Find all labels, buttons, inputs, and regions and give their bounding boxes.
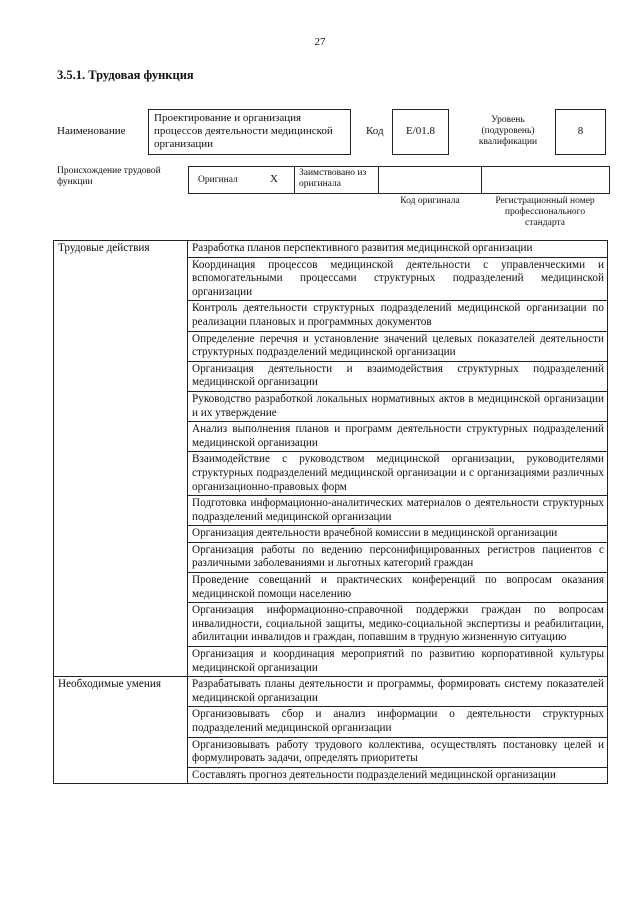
skill-item: Разрабатывать планы деятельности и программы, формировать систему показателей медицинской организации [188,677,608,707]
table-row [54,241,608,258]
origin-label: Происхождение трудовой функции [57,166,161,187]
name-value: Проектирование и организация процессов деятельности медицинской организации [154,112,333,150]
labor-action-item: Проведение совещаний и практических конференций по вопросам оказания медицинской помощи населению [188,573,608,603]
labor-action-item: Разработка планов перспективного развития медицинской организации [188,241,608,258]
origin-boxes [188,166,610,194]
code-original-caption: Код оригинала [400,196,460,206]
original-mark: X [270,173,278,185]
labor-action-item: Организация деятельности врачебной комиссии в медицинской организации [188,526,608,543]
labor-action-item: Определение перечня и установление значений целевых показателей деятельности структурных подразделений медицинской организации [188,331,608,361]
labor-action-item: Анализ выполнения планов и программ деятельности структурных подразделений медицинской организации [188,422,608,452]
labor-action-item: Организация информационно-справочной поддержки граждан по вопросам инвалидности, социальной защиты, медико-социальной экспертизы и реабилитации, абилитации инвалидов и граждан, попавшим в трудную жизненную ситуацию [188,603,608,647]
section-title: 3.5.1. Трудовая функция [57,68,194,82]
labor-action-item: Организация деятельности и взаимодействия структурных подразделений медицинской организации [188,361,608,391]
labor-action-item: Контроль деятельности структурных подразделений медицинской организации по реализации плановых и программных документов [188,301,608,331]
level-value-box [555,109,606,155]
skill-item: Составлять прогноз деятельности подразделений медицинской организации [188,767,608,784]
code-value-box [392,109,449,155]
borrowed-label: Заимствовано из оригинала [299,168,367,189]
name-label: Наименование [57,125,126,137]
skill-item: Организовывать работу трудового коллектива, осуществлять постановку целей и формулировать задачи, определять приоритеты [188,737,608,767]
code-label: Код [366,125,384,137]
labor-action-item: Руководство разработкой локальных нормативных актов в медицинской организации и их утверждение [188,391,608,421]
table-row [54,677,608,707]
code-value: E/01.8 [405,125,436,137]
labor-action-item: Подготовка информационно-аналитических материалов о деятельности структурных подразделений медицинской организации [188,496,608,526]
page-number: 27 [314,36,326,48]
name-value-box [148,109,351,155]
labor-action-item: Организация работы по ведению персонифицированных регистров пациентов с различными заболеваниями и льготных категорий граждан [188,542,608,572]
labor-action-category: Трудовые действия [54,241,188,677]
skill-item: Организовывать сбор и анализ информации о деятельности структурных подразделений медицинской организации [188,707,608,737]
skill-category: Необходимые умения [54,677,188,784]
original-label: Оригинал [198,175,238,185]
labor-action-item: Организация и координация мероприятий по развитию корпоративной культуры медицинской организации [188,647,608,677]
reg-number-caption: Регистрационный номер профессионального стандарта [495,196,595,228]
labor-action-item: Координация процессов медицинской деятельности с управленческими и вспомогательными процессами структурных подразделений медицинской организации [188,257,608,301]
labor-action-item: Взаимодействие с руководством медицинской организации, руководителями структурных подразделений медицинской организации и с организациями различных организационно-правовых форм [188,452,608,496]
level-value: 8 [577,125,584,137]
level-label: Уровень (подуровень) квалификации [478,115,538,147]
labor-function-table [53,240,608,784]
